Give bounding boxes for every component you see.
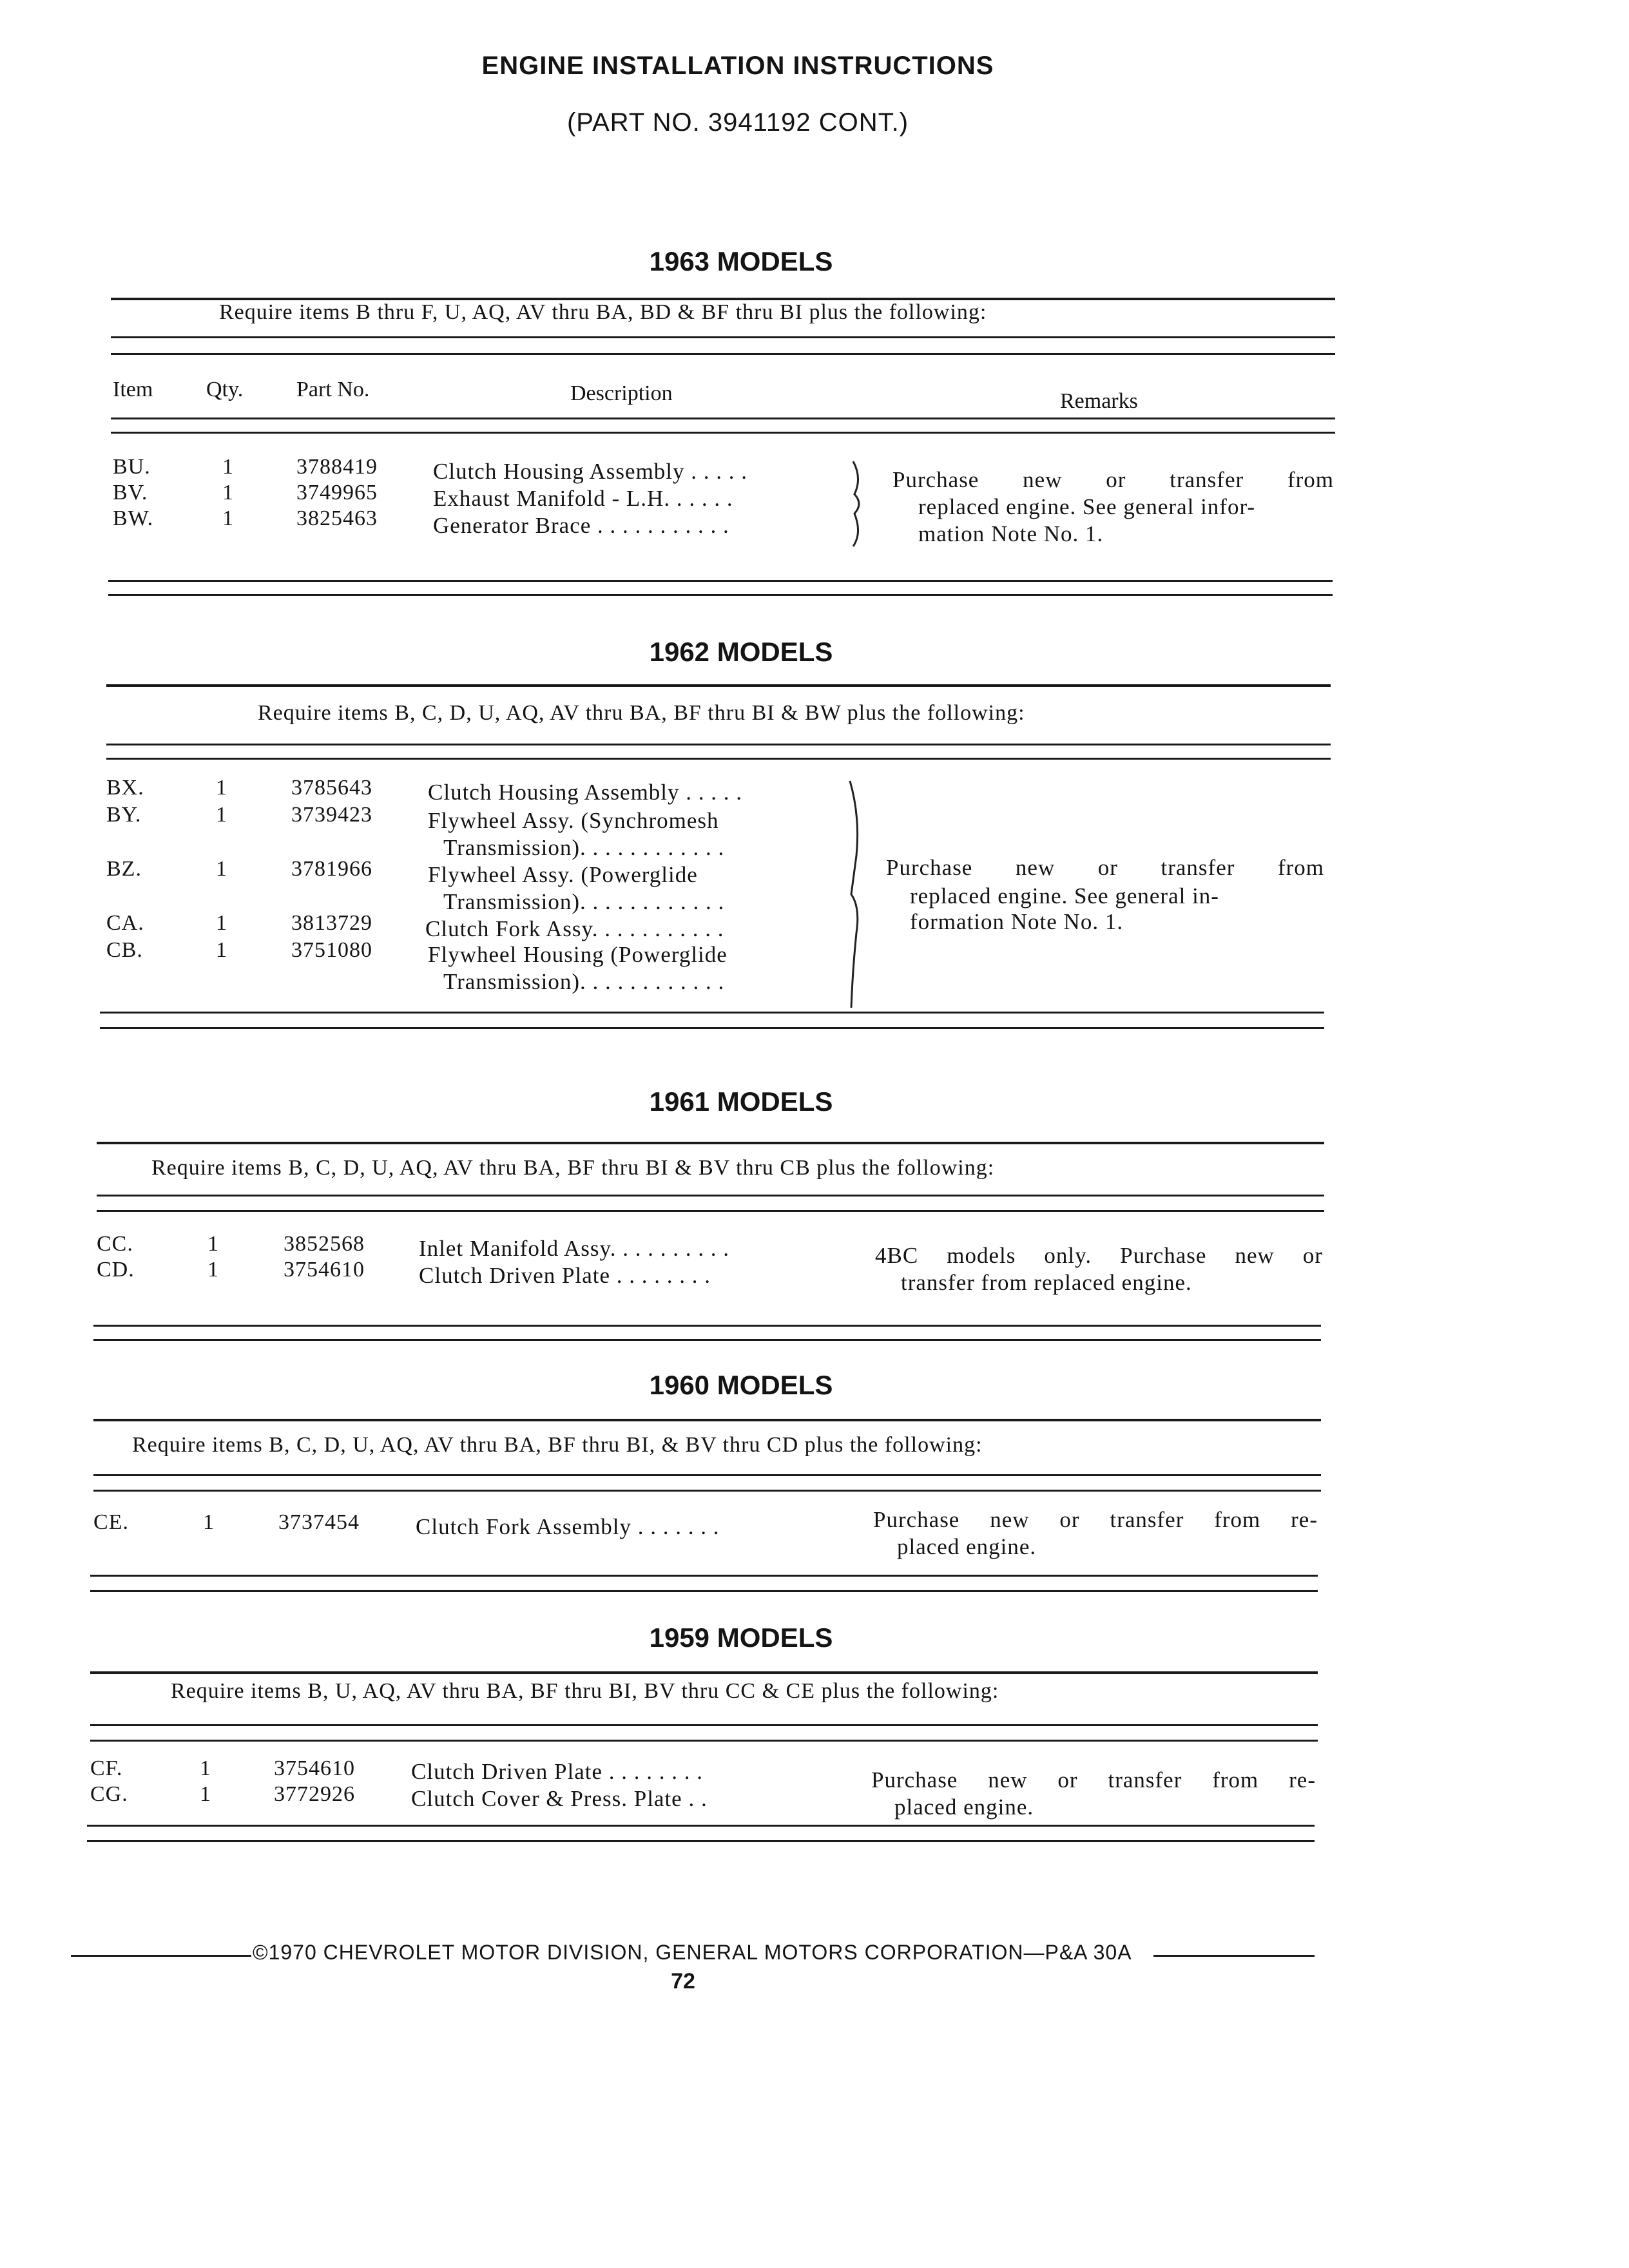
divider bbox=[93, 1325, 1321, 1327]
section-heading: 1963 MODELS bbox=[649, 246, 833, 276]
description: Exhaust Manifold - L.H. . . . . . bbox=[433, 486, 733, 511]
part-number: 3749965 bbox=[296, 481, 378, 505]
divider bbox=[111, 336, 1335, 338]
divider bbox=[90, 1590, 1318, 1592]
requirement-text: Require items B, U, AQ, AV thru BA, BF thru BI, BV thru CC & CE plus the following: bbox=[171, 1679, 999, 1703]
divider bbox=[111, 418, 1335, 419]
page-subtitle: (PART NO. 3941192 CONT.) bbox=[566, 108, 909, 137]
remark-line: placed engine. bbox=[894, 1794, 1034, 1820]
section-heading: 1960 MODELS bbox=[649, 1370, 833, 1400]
section-heading: 1962 MODELS bbox=[649, 637, 833, 667]
column-header-remarks: Remarks bbox=[1060, 389, 1138, 413]
item-code: BU. bbox=[113, 455, 151, 479]
quantity: 1 bbox=[222, 481, 234, 505]
part-number: 3751080 bbox=[291, 938, 372, 962]
description: Clutch Driven Plate . . . . . . . . bbox=[419, 1263, 711, 1288]
part-number: 3737454 bbox=[278, 1510, 360, 1534]
remark-line: formation Note No. 1. bbox=[910, 909, 1124, 934]
remark-line: Purchase new or transfer from bbox=[892, 467, 1334, 492]
remark-line: transfer from replaced engine. bbox=[901, 1270, 1192, 1295]
divider bbox=[93, 1474, 1321, 1476]
quantity: 1 bbox=[216, 776, 227, 800]
quantity: 1 bbox=[216, 857, 227, 881]
divider bbox=[90, 1575, 1318, 1577]
quantity: 1 bbox=[203, 1510, 215, 1534]
description: Flywheel Assy. (Synchromesh bbox=[428, 808, 719, 833]
remark-line: placed engine. bbox=[897, 1534, 1037, 1559]
requirement-text: Require items B thru F, U, AQ, AV thru BA, BD & BF thru BI plus the following: bbox=[219, 300, 987, 324]
item-code: CD. bbox=[97, 1258, 135, 1282]
description: Flywheel Housing (Powerglide bbox=[428, 942, 728, 967]
part-number: 3754610 bbox=[274, 1756, 355, 1780]
page-title: ENGINE INSTALLATION INSTRUCTIONS bbox=[481, 52, 994, 80]
description-continued: Transmission). . . . . . . . . . . . bbox=[443, 889, 725, 914]
remark-line: Purchase new or transfer from bbox=[886, 855, 1324, 880]
item-code: BW. bbox=[113, 506, 154, 530]
divider bbox=[106, 744, 1331, 745]
item-code: CC. bbox=[97, 1232, 133, 1256]
description: Flywheel Assy. (Powerglide bbox=[428, 862, 698, 887]
remark-line: Purchase new or transfer from re- bbox=[871, 1767, 1316, 1792]
column-header-part: Part No. bbox=[296, 378, 370, 401]
divider bbox=[90, 1671, 1318, 1674]
section-heading: 1959 MODELS bbox=[649, 1622, 833, 1653]
description-continued: Transmission). . . . . . . . . . . . bbox=[443, 969, 725, 994]
description: Generator Brace . . . . . . . . . . . bbox=[433, 513, 729, 538]
column-header-item: Item bbox=[113, 378, 153, 401]
divider bbox=[90, 1740, 1318, 1742]
column-header-qty: Qty. bbox=[206, 378, 244, 401]
quantity: 1 bbox=[207, 1232, 219, 1256]
item-code: CG. bbox=[90, 1782, 128, 1806]
quantity: 1 bbox=[200, 1782, 211, 1806]
divider bbox=[93, 1419, 1321, 1421]
footer-copyright: ©1970 CHEVROLET MOTOR DIVISION, GENERAL MOTORS CORPORATION—P&A 30A bbox=[253, 1941, 1132, 1964]
section-heading: 1961 MODELS bbox=[649, 1086, 833, 1117]
quantity: 1 bbox=[200, 1756, 211, 1780]
part-number: 3852568 bbox=[284, 1232, 365, 1256]
part-number: 3825463 bbox=[296, 506, 378, 530]
divider bbox=[97, 1195, 1324, 1196]
divider bbox=[93, 1339, 1321, 1341]
remark-line: replaced engine. See general in- bbox=[910, 883, 1219, 908]
requirement-text: Require items B, C, D, U, AQ, AV thru BA, BF thru BI & BV thru CB plus the following: bbox=[151, 1156, 995, 1180]
divider bbox=[97, 1142, 1324, 1144]
footer-rule-left bbox=[71, 1955, 251, 1957]
description: Clutch Housing Assembly . . . . . bbox=[433, 459, 748, 484]
part-number: 3785643 bbox=[291, 776, 372, 800]
remark-line: replaced engine. See general infor- bbox=[918, 494, 1256, 519]
divider bbox=[100, 1027, 1324, 1029]
brace-icon bbox=[847, 778, 867, 1010]
item-code: CA. bbox=[106, 911, 144, 935]
item-code: BV. bbox=[113, 481, 148, 505]
brace-icon bbox=[849, 459, 869, 549]
part-number: 3772926 bbox=[274, 1782, 355, 1806]
page-number: 72 bbox=[671, 1969, 695, 1994]
divider bbox=[100, 1012, 1324, 1014]
remark-line: 4BC models only. Purchase new or bbox=[875, 1243, 1323, 1268]
requirement-text: Require items B, C, D, U, AQ, AV thru BA, BF thru BI & BW plus the following: bbox=[258, 701, 1025, 725]
remark-line: Purchase new or transfer from re- bbox=[873, 1507, 1318, 1532]
divider bbox=[106, 684, 1331, 687]
quantity: 1 bbox=[207, 1258, 219, 1282]
footer-rule-right bbox=[1153, 1955, 1315, 1957]
item-code: BZ. bbox=[106, 857, 142, 881]
description: Clutch Housing Assembly . . . . . bbox=[428, 780, 743, 805]
divider bbox=[111, 353, 1335, 355]
description: Clutch Fork Assembly . . . . . . . bbox=[416, 1514, 720, 1539]
divider bbox=[90, 1724, 1318, 1726]
divider bbox=[108, 594, 1333, 596]
description: Clutch Fork Assy. . . . . . . . . . . bbox=[425, 916, 724, 941]
divider bbox=[87, 1825, 1315, 1827]
part-number: 3754610 bbox=[284, 1258, 365, 1282]
part-number: 3739423 bbox=[291, 803, 372, 827]
description: Clutch Cover & Press. Plate . . bbox=[411, 1786, 708, 1811]
remark-line: mation Note No. 1. bbox=[918, 521, 1104, 546]
item-code: CF. bbox=[90, 1756, 123, 1780]
divider bbox=[106, 758, 1331, 760]
description: Clutch Driven Plate . . . . . . . . bbox=[411, 1759, 704, 1784]
divider bbox=[108, 580, 1333, 582]
quantity: 1 bbox=[222, 506, 234, 530]
description-continued: Transmission). . . . . . . . . . . . bbox=[443, 835, 725, 860]
description: Inlet Manifold Assy. . . . . . . . . . bbox=[419, 1236, 729, 1261]
item-code: CB. bbox=[106, 938, 143, 962]
requirement-text: Require items B, C, D, U, AQ, AV thru BA, BF thru BI, & BV thru CD plus the following: bbox=[132, 1433, 983, 1457]
divider bbox=[111, 432, 1335, 434]
divider bbox=[97, 1210, 1324, 1212]
item-code: BX. bbox=[106, 776, 144, 800]
item-code: BY. bbox=[106, 803, 142, 827]
column-header-description: Description bbox=[570, 381, 673, 405]
divider bbox=[93, 1490, 1321, 1492]
quantity: 1 bbox=[216, 938, 227, 962]
quantity: 1 bbox=[216, 803, 227, 827]
divider bbox=[87, 1840, 1315, 1842]
item-code: CE. bbox=[93, 1510, 129, 1534]
part-number: 3788419 bbox=[296, 455, 378, 479]
part-number: 3781966 bbox=[291, 857, 372, 881]
part-number: 3813729 bbox=[291, 911, 372, 935]
quantity: 1 bbox=[216, 911, 227, 935]
quantity: 1 bbox=[222, 455, 234, 479]
